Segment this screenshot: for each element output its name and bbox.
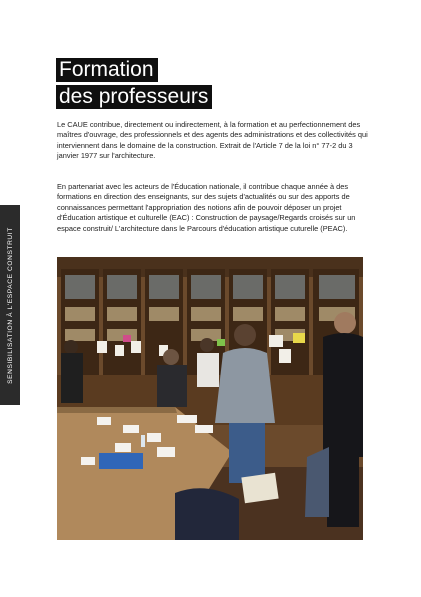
side-tab-label: SENSIBILISATION À L'ESPACE CONSTRUIT [6, 226, 14, 384]
workshop-photo-illustration [57, 257, 363, 540]
title-line-2: des professeurs [56, 85, 212, 109]
partnership-paragraph: En partenariat avec les acteurs de l'Éducation nationale, il contribue chaque année à des formations en direction des enseignants, sur des sujets d'actualités ou sur des apports de connaissances permettant l'appropriation des notions afin de pouvoir déposer un projet d'Éducation artistique et culturelle (EAC) : Construction de paysage/Regards croisés sur un espace construit/ L'architecture dans le Parcours d'éducation artistique cuturelle (PEAC). [57, 182, 356, 233]
section-side-tab [0, 205, 20, 405]
intro-paragraph: Le CAUE contribue, directement ou indirectement, à la formation et au perfectionnement des maîtres d'ouvrage, des professionnels et des agents des administrations et des collectivités qui interviennent dans le domaine de la construction. Extrait de l'Article 7 de la loi n° 77-2 du 3 janvier 1977 sur l'architecture. [57, 120, 368, 161]
workshop-photo [57, 257, 363, 540]
title-line-1: Formation [56, 58, 158, 82]
page-title [56, 58, 212, 112]
